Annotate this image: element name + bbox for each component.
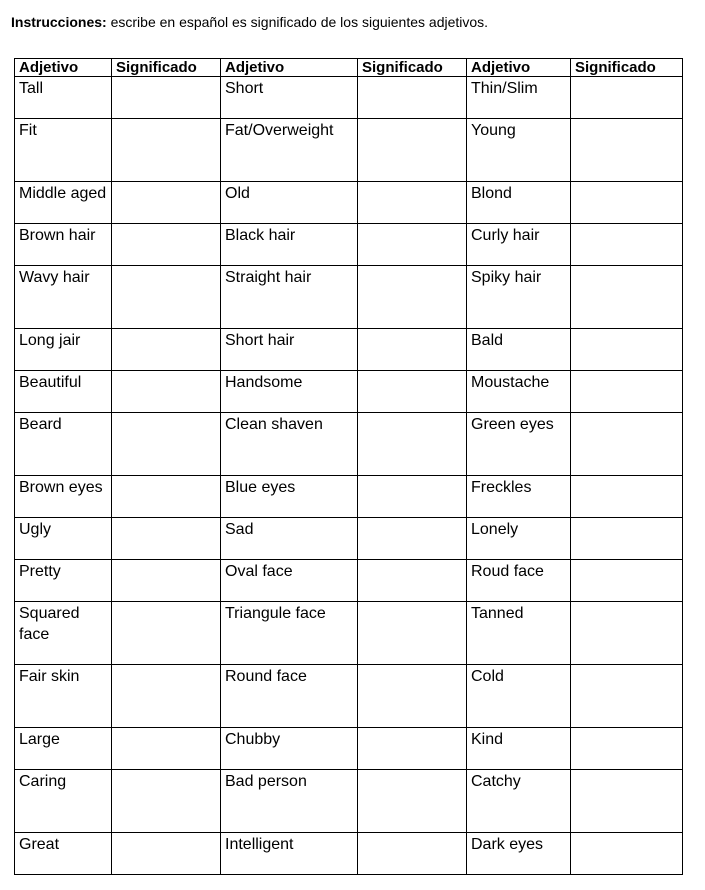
header-adjetivo-2: Adjetivo	[221, 59, 358, 77]
table-row	[15, 728, 683, 770]
meaning-cell[interactable]	[112, 833, 221, 875]
meaning-cell[interactable]	[112, 476, 221, 518]
adjective-cell: Spiky hair	[467, 266, 571, 329]
meaning-cell[interactable]	[358, 518, 467, 560]
meaning-cell[interactable]	[571, 371, 683, 413]
meaning-cell[interactable]	[571, 518, 683, 560]
adjective-cell: Old	[221, 182, 358, 224]
adjective-cell: Short hair	[221, 329, 358, 371]
meaning-cell[interactable]	[358, 602, 467, 665]
adjective-cell: Tall	[15, 77, 112, 119]
adjective-cell: Fat/Overweight	[221, 119, 358, 182]
meaning-cell[interactable]	[358, 833, 467, 875]
header-significado-2: Significado	[358, 59, 467, 77]
meaning-cell[interactable]	[571, 770, 683, 833]
meaning-cell[interactable]	[358, 665, 467, 728]
meaning-cell[interactable]	[112, 371, 221, 413]
adjective-cell: Long jair	[15, 329, 112, 371]
meaning-cell[interactable]	[571, 413, 683, 476]
adjective-cell: Cold	[467, 665, 571, 728]
adjective-cell: Triangule face	[221, 602, 358, 665]
instructions	[11, 13, 488, 31]
meaning-cell[interactable]	[112, 770, 221, 833]
adjective-cell: Black hair	[221, 224, 358, 266]
meaning-cell[interactable]	[358, 476, 467, 518]
meaning-cell[interactable]	[112, 560, 221, 602]
adjective-cell: Bad person	[221, 770, 358, 833]
meaning-cell[interactable]	[571, 266, 683, 329]
table-header-row	[15, 59, 683, 77]
meaning-cell[interactable]	[112, 182, 221, 224]
adjective-cell: Kind	[467, 728, 571, 770]
header-significado-3: Significado	[571, 59, 683, 77]
adjective-cell: Moustache	[467, 371, 571, 413]
adjective-cell: Young	[467, 119, 571, 182]
meaning-cell[interactable]	[571, 476, 683, 518]
adjective-cell: Brown hair	[15, 224, 112, 266]
meaning-cell[interactable]	[358, 770, 467, 833]
adjective-cell: Squared face	[15, 602, 112, 665]
meaning-cell[interactable]	[112, 413, 221, 476]
meaning-cell[interactable]	[571, 224, 683, 266]
meaning-cell[interactable]	[358, 413, 467, 476]
table-row	[15, 476, 683, 518]
meaning-cell[interactable]	[571, 602, 683, 665]
table-row	[15, 329, 683, 371]
meaning-cell[interactable]	[358, 224, 467, 266]
meaning-cell[interactable]	[112, 728, 221, 770]
meaning-cell[interactable]	[571, 665, 683, 728]
table-row	[15, 770, 683, 833]
adjective-cell: Fair skin	[15, 665, 112, 728]
adjective-cell: Sad	[221, 518, 358, 560]
adjective-cell: Freckles	[467, 476, 571, 518]
adjective-cell: Oval face	[221, 560, 358, 602]
adjective-cell: Pretty	[15, 560, 112, 602]
meaning-cell[interactable]	[571, 182, 683, 224]
adjective-cell: Chubby	[221, 728, 358, 770]
table-row	[15, 224, 683, 266]
meaning-cell[interactable]	[112, 119, 221, 182]
adjective-cell: Dark eyes	[467, 833, 571, 875]
adjective-cell: Clean shaven	[221, 413, 358, 476]
header-adjetivo-1: Adjetivo	[15, 59, 112, 77]
table-row	[15, 665, 683, 728]
adjective-cell: Beard	[15, 413, 112, 476]
meaning-cell[interactable]	[571, 329, 683, 371]
header-adjetivo-3: Adjetivo	[467, 59, 571, 77]
table-row	[15, 518, 683, 560]
meaning-cell[interactable]	[358, 560, 467, 602]
meaning-cell[interactable]	[358, 266, 467, 329]
adjective-cell: Blue eyes	[221, 476, 358, 518]
adjective-cell: Tanned	[467, 602, 571, 665]
meaning-cell[interactable]	[112, 602, 221, 665]
meaning-cell[interactable]	[112, 224, 221, 266]
table-row	[15, 77, 683, 119]
adjectives-table	[14, 58, 683, 875]
adjective-cell: Caring	[15, 770, 112, 833]
adjective-cell: Fit	[15, 119, 112, 182]
adjective-cell: Brown eyes	[15, 476, 112, 518]
meaning-cell[interactable]	[358, 182, 467, 224]
table-row	[15, 413, 683, 476]
instructions-text: escribe en español es significado de los siguientes adjetivos.	[106, 14, 489, 30]
meaning-cell[interactable]	[571, 833, 683, 875]
adjective-cell: Green eyes	[467, 413, 571, 476]
adjective-cell: Handsome	[221, 371, 358, 413]
table-row	[15, 119, 683, 182]
meaning-cell[interactable]	[571, 728, 683, 770]
adjective-cell: Thin/Slim	[467, 77, 571, 119]
adjective-cell: Wavy hair	[15, 266, 112, 329]
adjective-cell: Large	[15, 728, 112, 770]
meaning-cell[interactable]	[112, 266, 221, 329]
adjective-cell: Roud face	[467, 560, 571, 602]
meaning-cell[interactable]	[358, 77, 467, 119]
adjective-cell: Catchy	[467, 770, 571, 833]
adjective-cell: Lonely	[467, 518, 571, 560]
meaning-cell[interactable]	[112, 518, 221, 560]
adjective-cell: Ugly	[15, 518, 112, 560]
meaning-cell[interactable]	[571, 119, 683, 182]
meaning-cell[interactable]	[112, 329, 221, 371]
meaning-cell[interactable]	[571, 560, 683, 602]
header-significado-1: Significado	[112, 59, 221, 77]
adjective-cell: Curly hair	[467, 224, 571, 266]
meaning-cell[interactable]	[112, 665, 221, 728]
adjective-cell: Beautiful	[15, 371, 112, 413]
instructions-label: Instrucciones:	[11, 14, 107, 30]
table-row	[15, 266, 683, 329]
adjective-cell: Straight hair	[221, 266, 358, 329]
adjective-cell: Great	[15, 833, 112, 875]
table-row	[15, 560, 683, 602]
meaning-cell[interactable]	[358, 119, 467, 182]
adjective-cell: Round face	[221, 665, 358, 728]
table-row	[15, 182, 683, 224]
meaning-cell[interactable]	[358, 329, 467, 371]
table-row	[15, 371, 683, 413]
meaning-cell[interactable]	[358, 371, 467, 413]
adjective-cell: Short	[221, 77, 358, 119]
adjective-cell: Middle aged	[15, 182, 112, 224]
meaning-cell[interactable]	[571, 77, 683, 119]
meaning-cell[interactable]	[112, 77, 221, 119]
meaning-cell[interactable]	[358, 728, 467, 770]
adjective-cell: Blond	[467, 182, 571, 224]
table-row	[15, 602, 683, 665]
adjective-cell: Intelligent	[221, 833, 358, 875]
table-row	[15, 833, 683, 875]
adjective-cell: Bald	[467, 329, 571, 371]
